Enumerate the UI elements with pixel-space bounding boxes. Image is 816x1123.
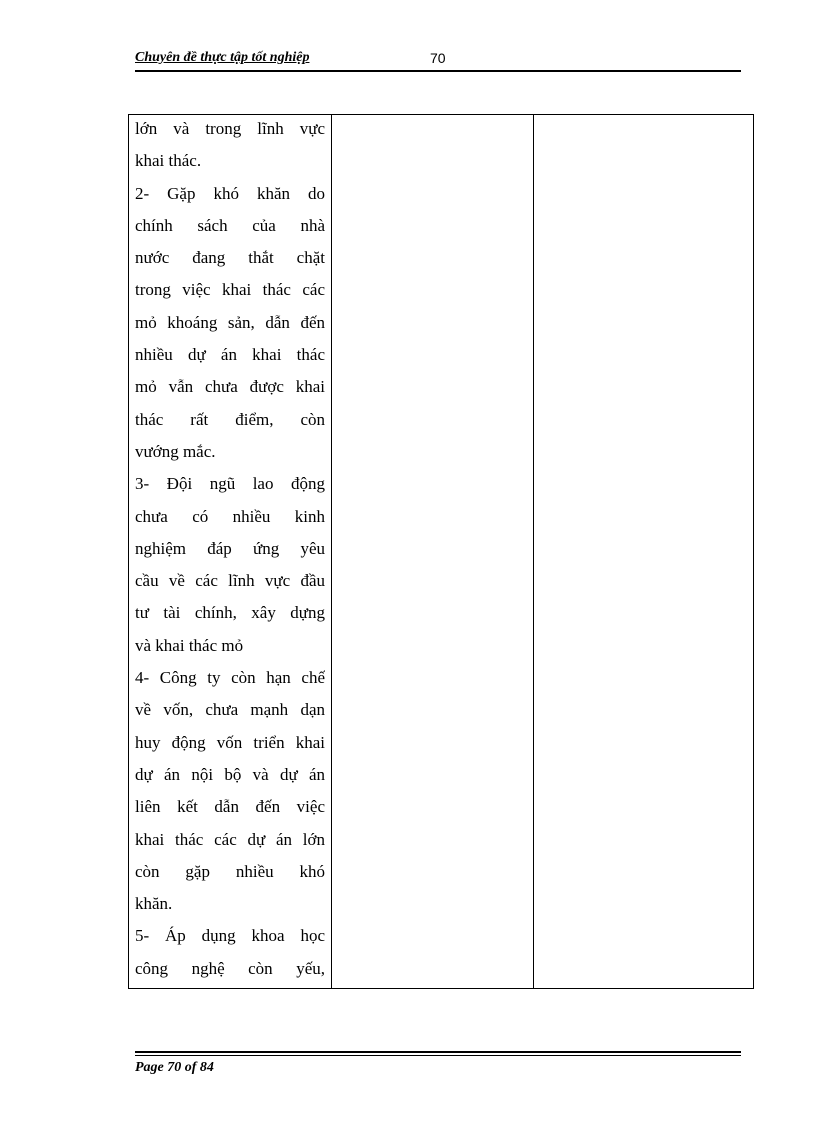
text-line: trong việc khai thác các bbox=[135, 280, 325, 300]
text-line: nước đang thắt chặt bbox=[135, 248, 325, 268]
text-line: khăn. bbox=[135, 894, 173, 914]
page-footer bbox=[135, 1051, 741, 1076]
text-line: thác rất điểm, còn bbox=[135, 409, 325, 429]
text-line: tư tài chính, xây dựng bbox=[135, 603, 325, 623]
text-line: nghiệm đáp ứng yêu bbox=[135, 538, 325, 558]
text-line: công nghệ còn yếu, bbox=[135, 958, 325, 978]
table-row bbox=[129, 115, 754, 989]
table-cell-empty bbox=[332, 115, 534, 989]
document-title: Chuyên đề thực tập tốt nghiệp bbox=[135, 50, 310, 65]
text-line: 4- Công ty còn hạn chế bbox=[135, 668, 325, 688]
text-line: mỏ khoáng sản, dẫn đến bbox=[135, 312, 325, 332]
text-line: huy động vốn triển khai bbox=[135, 732, 325, 752]
text-line: khai thác. bbox=[135, 151, 202, 171]
page-indicator: Page 70 of 84 bbox=[135, 1060, 214, 1075]
text-line: về vốn, chưa mạnh dạn bbox=[135, 700, 325, 720]
text-line: chưa có nhiều kinh bbox=[135, 506, 325, 526]
content-table bbox=[128, 114, 754, 989]
text-line: dự án nội bộ và dự án bbox=[135, 764, 325, 784]
text-line: và khai thác mỏ bbox=[135, 635, 244, 655]
text-line: khai thác các dự án lớn bbox=[135, 829, 325, 849]
text-line: cầu về các lĩnh vực đầu bbox=[135, 571, 325, 591]
footer-divider bbox=[135, 1051, 741, 1053]
text-line: chính sách của nhà bbox=[135, 215, 325, 235]
text-line: 2- Gặp khó khăn do bbox=[135, 183, 325, 203]
table-cell-empty bbox=[534, 115, 754, 989]
page-header bbox=[135, 48, 741, 72]
text-line: lớn và trong lĩnh vực bbox=[135, 119, 325, 138]
text-line: liên kết dẫn đến việc bbox=[135, 797, 325, 817]
table-cell-issues bbox=[129, 115, 332, 989]
footer-divider bbox=[135, 1055, 741, 1056]
text-line: vướng mắc. bbox=[135, 441, 216, 461]
text-line: 5- Áp dụng khoa học bbox=[135, 926, 325, 946]
issues-text bbox=[129, 115, 331, 988]
text-line: mỏ vẫn chưa được khai bbox=[135, 377, 325, 397]
text-line: 3- Đội ngũ lao động bbox=[135, 474, 325, 494]
text-line: nhiều dự án khai thác bbox=[135, 345, 325, 365]
text-line: còn gặp nhiều khó bbox=[135, 861, 325, 881]
header-page-number: 70 bbox=[430, 50, 446, 66]
